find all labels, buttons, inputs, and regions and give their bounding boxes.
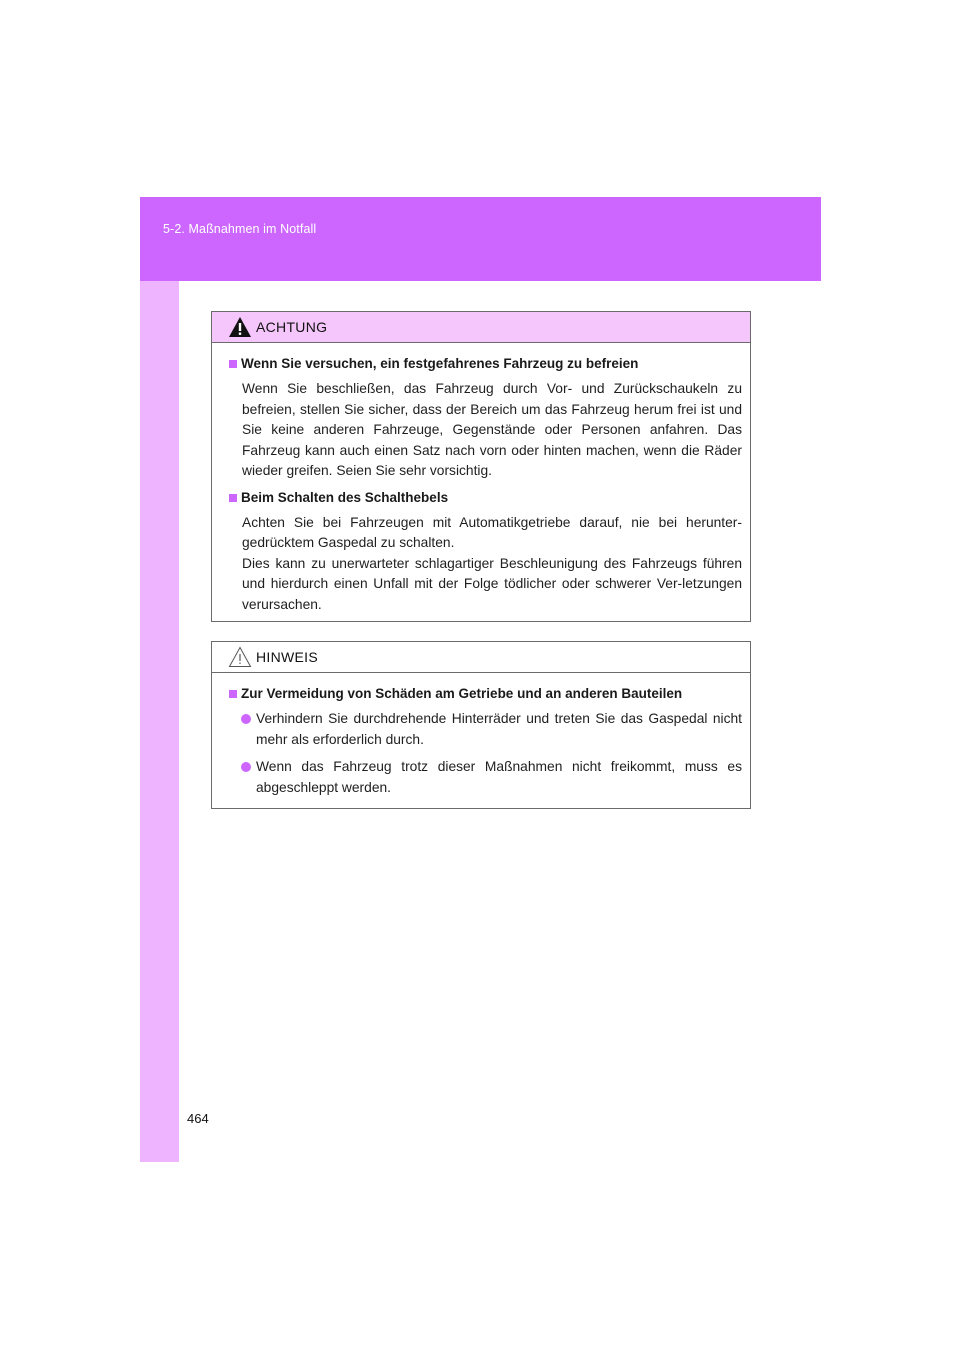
heading-text: Zur Vermeidung von Schäden am Getriebe und an anderen Bauteilen — [241, 686, 683, 701]
square-bullet-icon — [229, 360, 237, 368]
hinweis-label: HINWEIS — [256, 649, 318, 665]
paragraph-line: Dies kann zu unerwarteter schlagartiger Beschleunigung des Fahrzeugs führen und hierdurch einen Unfall mit der Folge tödlicher oder schwerer Ver-letzungen verursachen. — [242, 555, 742, 612]
achtung-section-heading — [229, 489, 742, 507]
achtung-paragraph: Wenn Sie beschließen, das Fahrzeug durch Vor- und Zurückschaukeln zu befreien, stellen Sie sicher, dass der Bereich um das Fahrzeug herum frei ist und Sie keine anderen Fahrzeuge, Gegenstände oder Personen anfahren. Das Fahrzeug kann auch einen Satz nach vorn oder hinten machen, wenn die Räder wieder greifen. Seien Sie sehr vorsichtig. — [242, 381, 742, 478]
round-bullet-icon — [241, 762, 251, 772]
round-bullet-icon — [241, 714, 251, 724]
list-item-text: Wenn das Fahrzeug trotz dieser Maßnahmen nicht freikommt, muss es abgeschleppt werden. — [256, 759, 742, 795]
hinweis-box — [211, 641, 751, 809]
heading-text: Wenn Sie versuchen, ein festgefahrenes Fahrzeug zu befreien — [241, 356, 639, 371]
hinweis-section-heading — [229, 685, 742, 703]
square-bullet-icon — [229, 690, 237, 698]
list-item — [229, 709, 742, 750]
achtung-section-heading — [229, 355, 742, 373]
list-item-text: Verhindern Sie durchdrehende Hinterräder und treten Sie das Gaspedal nicht mehr als erforderlich durch. — [256, 711, 742, 747]
achtung-box — [211, 311, 751, 622]
achtung-header — [212, 312, 750, 343]
square-bullet-icon — [229, 494, 237, 502]
side-strip — [140, 281, 179, 1162]
heading-text: Beim Schalten des Schalthebels — [241, 489, 449, 505]
page-number: 464 — [187, 1111, 209, 1126]
warning-filled-icon — [228, 316, 252, 338]
header-band — [140, 197, 821, 281]
achtung-paragraph — [229, 513, 742, 616]
section-title: 5-2. Maßnahmen im Notfall — [163, 222, 317, 236]
paragraph-line: Achten Sie bei Fahrzeugen mit Automatikgetriebe darauf, nie bei herunter-gedrücktem Gaspedal zu schalten. — [242, 514, 742, 550]
list-item — [229, 757, 742, 798]
achtung-label: ACHTUNG — [256, 319, 328, 335]
warning-outline-icon — [228, 646, 252, 668]
hinweis-header — [212, 642, 750, 673]
